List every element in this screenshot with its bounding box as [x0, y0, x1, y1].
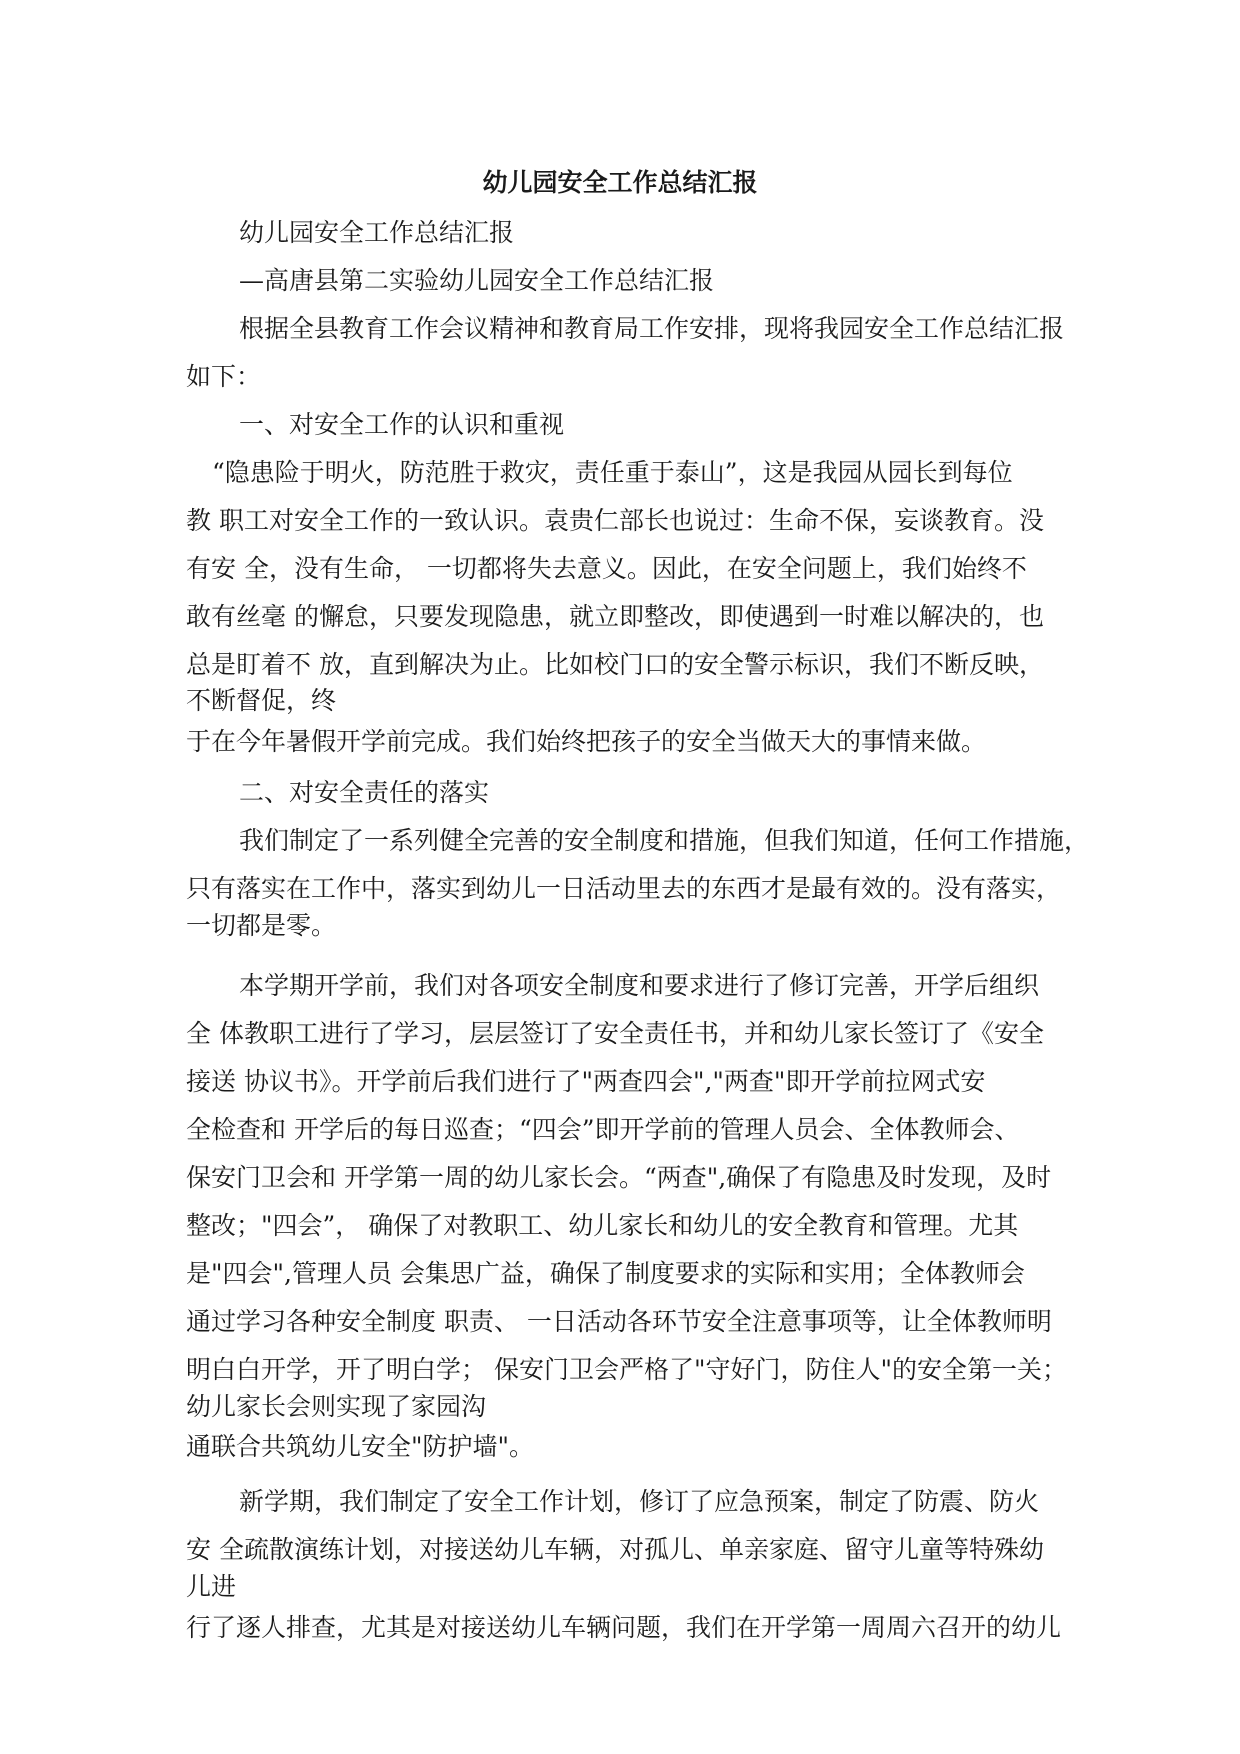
body-line: 保安门卫会和 开学第一周的幼儿家长会。“两查",确保了有隐患及时发现，及时 [186, 1163, 1052, 1192]
body-line: 教 职工对安全工作的一致认识。袁贵仁部长也说过：生命不保，妄谈教育。没 [186, 506, 1044, 535]
section-heading-1: 一、对安全工作的认识和重视 [239, 410, 565, 439]
body-line: 不断督促，终 [186, 686, 337, 715]
body-line: 通过学习各种安全制度 职责、 一日活动各环节安全注意事项等，让全体教师明 [186, 1307, 1052, 1336]
body-line: 整改；"四会”， 确保了对教职工、幼儿家长和幼儿的安全教育和管理。尤其 [186, 1211, 1019, 1240]
body-line: 如下： [186, 362, 262, 391]
body-line: 行了逐人排查，尤其是对接送幼儿车辆问题，我们在开学第一周周六召开的幼儿 [186, 1613, 1062, 1642]
body-line: 于在今年暑假开学前完成。我们始终把孩子的安全当做天大的事情来做。 [186, 727, 987, 756]
body-line: 全 体教职工进行了学习，层层签订了安全责任书，并和幼儿家长签订了《安全 [186, 1019, 1044, 1048]
body-line: 接送 协议书》。开学前后我们进行了"两查四会","两查"即开学前拉网式安 [186, 1067, 986, 1096]
body-line: 通联合共筑幼儿安全"防护墙"。 [186, 1432, 534, 1461]
body-line: 是"四会",管理人员 会集思广益，确保了制度要求的实际和实用；全体教师会 [186, 1259, 1025, 1288]
body-line: 有安 全，没有生命， 一切都将失去意义。因此，在安全问题上，我们始终不 [186, 554, 1027, 583]
body-line: 明白白开学，开了明白学； 保安门卫会严格了"守好门，防住人"的安全第一关； [186, 1355, 1067, 1384]
body-line: 敢有丝毫 的懈怠，只要发现隐患，就立即整改，即使遇到一时难以解决的，也 [186, 602, 1044, 631]
body-line: 新学期，我们制定了安全工作计划，修订了应急预案，制定了防震、防火 [239, 1487, 1040, 1516]
body-line: “隐患险于明火，防范胜于救灾，责任重于泰山”，这是我园从园长到每位 [212, 458, 1013, 487]
body-line: 总是盯着不 放，直到解决为止。比如校门口的安全警示标识，我们不断反映， [186, 650, 1044, 679]
body-line: 只有落实在工作中，落实到幼儿一日活动里去的东西才是最有效的。没有落实， [186, 874, 1062, 903]
body-line: —高唐县第二实验幼儿园安全工作总结汇报 [239, 266, 715, 295]
body-line: 根据全县教育工作会议精神和教育局工作安排，现将我园安全工作总结汇报 [239, 314, 1065, 343]
document-title: 幼儿园安全工作总结汇报 [482, 168, 758, 197]
body-line: 本学期开学前，我们对各项安全制度和要求进行了修订完善，开学后组织 [239, 971, 1040, 1000]
body-line: 幼儿园安全工作总结汇报 [239, 218, 515, 247]
body-line: 一切都是零。 [186, 911, 337, 940]
body-line: 我们制定了一系列健全完善的安全制度和措施，但我们知道，任何工作措施， [239, 826, 1090, 855]
body-line: 儿进 [186, 1572, 237, 1601]
body-line: 全检查和 开学后的每日巡查；“四会”即开学前的管理人员会、全体教师会、 [186, 1115, 1020, 1144]
body-line: 幼儿家长会则实现了家园沟 [186, 1392, 487, 1421]
body-line: 安 全疏散演练计划，对接送幼儿车辆，对孤儿、单亲家庭、留守儿童等特殊幼 [186, 1535, 1044, 1564]
section-heading-2: 二、对安全责任的落实 [239, 778, 490, 807]
